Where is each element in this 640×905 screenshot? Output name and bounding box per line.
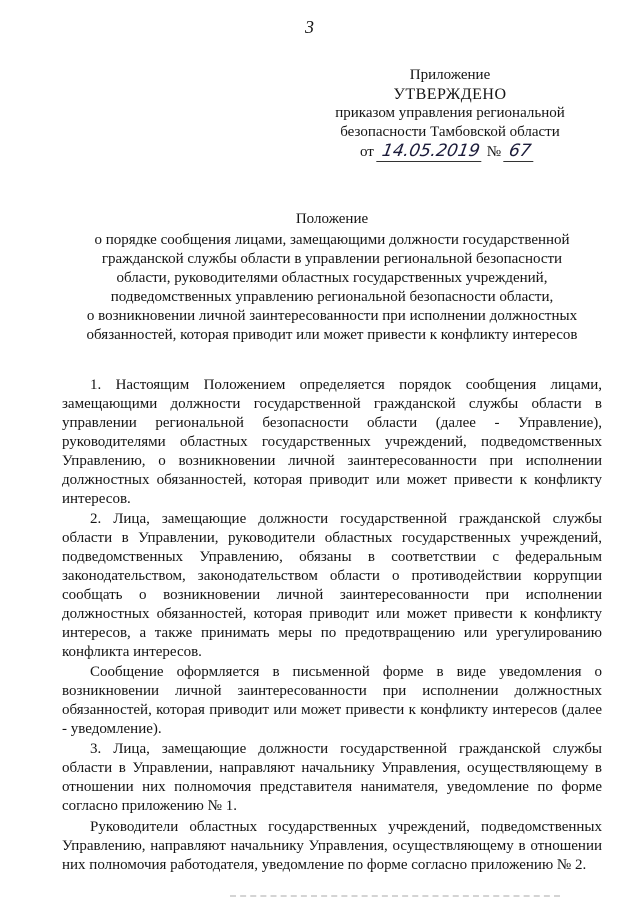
order-number: 67 (503, 142, 536, 162)
title-line: гражданской службы области в управлении региональной безопасности (101, 251, 563, 267)
paragraph-3: 3. Лица, замещающие должности государственной гражданской службы области в Управлении, направляют начальнику Управления, осуществляющему в отношении них полномочия представителя нанимателя, уведомление по форме согласно приложению № 1. (62, 741, 602, 814)
paragraph-1: 1. Настоящим Положением определяется порядок сообщения лицами, замещающими должности государственной гражданской службы области в управлении региональной безопасности области (далее - Управление), руководителями областных государственных учреждений, подведомственных Управлению, о возникновении личной заинтересованности при исполнении должностных обязанностей, которая приводит или может привести к конфликту интересов. (62, 377, 602, 507)
title-line: обязанностей, которая приводит или может привести к конфликту интересов (86, 327, 578, 343)
title-line: области, руководителями областных государственных учреждений, (116, 270, 548, 286)
paragraph-2: 2. Лица, замещающие должности государственной гражданской службы области в Управлении, руководители областных государственных учреждений, подведомственных Управлению, обязаны в соответствии с федеральным законодательством, законодательством области о противодействии коррупции сообщать о возникновении личной заинтересованности при исполнении должностных обязанностей, которая приводит или может привести к конфликту интересов, а также принимать меры по предотвращению или урегулированию конфликта интересов. (62, 511, 602, 660)
paragraph-3-heads: Руководители областных государственных учреждений, подведомственных Управлению, направляют начальнику Управления, осуществляющему в отношении них полномочия работодателя, уведомление по форме согласно приложению № 2. (62, 819, 602, 873)
title-line: подведомственных управлению региональной безопасности области, (110, 289, 554, 305)
paragraph-2-notice: Сообщение оформляется в письменной форме в виде уведомления о возникновении личной заинтересованности при исполнении должностных обязанностей, которая приводит или может привести к конфликту интересов (далее - уведомление). (62, 664, 602, 737)
order-line-2: безопасности Тамбовской области (340, 124, 560, 140)
from-label: от (360, 144, 374, 160)
title-line: о возникновении личной заинтересованности при исполнении должностных (86, 308, 578, 324)
order-date-number (320, 142, 580, 162)
number-label: № (486, 144, 502, 160)
approved-label: УТВЕРЖДЕНО (393, 86, 507, 103)
page-number: 3 (305, 17, 314, 37)
document-title (62, 210, 602, 345)
order-date: 14.05.2019 (376, 142, 485, 162)
title-heading: Положение (295, 211, 369, 227)
order-line-1: приказом управления региональной (335, 105, 565, 121)
title-line: о порядке сообщения лицами, замещающими должности государственной (94, 232, 570, 248)
document-body (62, 376, 602, 876)
scan-artifact-divider (230, 895, 560, 901)
appendix-label: Приложение (409, 67, 491, 83)
approval-block (320, 66, 580, 162)
